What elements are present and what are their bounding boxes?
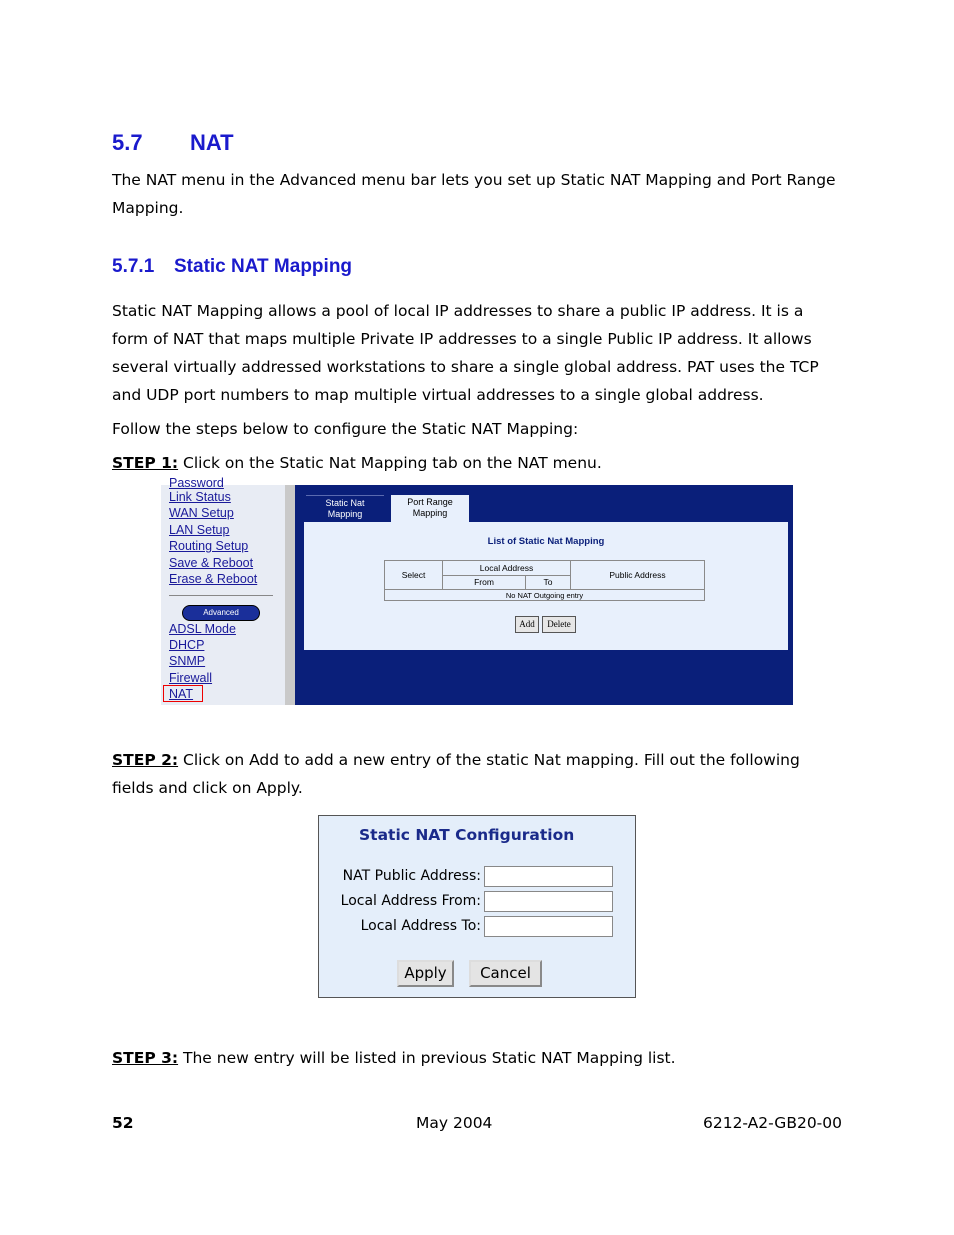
config-title: Static NAT Configuration [359,826,575,844]
sidebar-item-adsl-mode[interactable]: ADSL Mode [169,622,236,636]
tab-port-range-mapping-label: Port Range Mapping [407,497,453,518]
col-local-address: Local Address [443,561,571,576]
sidebar-menu [161,476,285,705]
empty-row: No NAT Outgoing entry [385,590,705,601]
sidebar-item-link-status[interactable]: Link Status [169,490,231,504]
sidebar-item-snmp[interactable]: SNMP [169,654,206,668]
page-number: 52 [112,1114,134,1132]
subsection-title: Static NAT Mapping [174,256,353,277]
intro-paragraph: The NAT menu in the Advanced menu bar lets you set up Static NAT Mapping and Port Range Mapping. [112,171,836,217]
tab-static-nat-mapping-label: Static Nat Mapping [325,498,365,519]
sidebar-item-nat[interactable]: NAT [169,687,194,701]
col-from: From [443,575,526,590]
description-paragraph: Static NAT Mapping allows a pool of local IP addresses to share a public IP address. It is a form of NAT that maps multiple Private IP addresses to a single Public IP address. It allows several virtually addressed workstations to share a single global address. PAT uses the TCP and UDP port numbers to map multiple virtual addresses to a single global address. [112,302,819,404]
instructions-paragraph: Follow the steps below to configure the Static NAT Mapping: [112,420,579,438]
sidebar-item-save-reboot[interactable]: Save & Reboot [169,556,254,570]
step-2 [112,746,844,802]
sidebar-item-firewall[interactable]: Firewall [169,671,213,685]
local-address-to-label: Local Address To: [360,918,481,934]
mapping-table [384,560,705,601]
cancel-button[interactable]: Cancel [469,960,542,987]
nat-public-address-input[interactable] [484,866,613,887]
sidebar-item-routing-setup[interactable]: Routing Setup [169,539,249,553]
apply-button[interactable]: Apply [397,960,454,987]
step-3-label: STEP 3: [112,1049,179,1067]
footer-date: May 2004 [416,1114,493,1132]
col-select: Select [385,561,443,590]
subsection-heading [112,256,352,278]
step-2-label: STEP 2: [112,751,179,769]
sidebar-item-dhcp[interactable]: DHCP [169,638,205,652]
nat-highlight-box [163,685,203,702]
sidebar-item-wan-setup[interactable]: WAN Setup [169,506,234,520]
section-heading [112,130,234,156]
sidebar-scrollbar[interactable] [285,485,295,705]
tab-static-nat-mapping[interactable] [306,495,384,523]
mapping-list-panel [304,522,788,650]
local-address-from-input[interactable] [484,891,613,912]
col-public-address: Public Address [571,561,705,590]
step-1 [112,449,844,477]
step-1-label: STEP 1: [112,454,179,472]
add-button[interactable]: Add [515,616,539,633]
tab-port-range-mapping[interactable] [391,495,469,522]
sidebar-item-erase-reboot[interactable]: Erase & Reboot [169,572,258,586]
static-nat-configuration-screenshot [318,815,636,998]
section-title: NAT [190,130,234,155]
step-1-text: Click on the Static Nat Mapping tab on the NAT menu. [178,454,602,472]
nat-public-address-label: NAT Public Address: [342,868,481,884]
static-nat-mapping-screenshot [161,476,793,705]
section-number: 5.7 [112,130,143,155]
subsection-number: 5.7.1 [112,256,155,277]
col-to: To [526,575,571,590]
local-address-to-input[interactable] [484,916,613,937]
step-2-text: Click on Add to add a new entry of the static Nat mapping. Fill out the following fields and click on Apply. [112,751,800,797]
step-3-text: The new entry will be listed in previous Static NAT Mapping list. [178,1049,676,1067]
sidebar-item-password[interactable]: Password [169,476,224,490]
step-3 [112,1044,844,1072]
advanced-button[interactable]: Advanced [182,605,260,621]
delete-button[interactable]: Delete [542,616,576,633]
document-id: 6212-A2-GB20-00 [702,1114,842,1132]
list-title: List of Static Nat Mapping [487,536,605,547]
sidebar-divider [169,595,273,596]
local-address-from-label: Local Address From: [340,893,481,909]
sidebar-item-lan-setup[interactable]: LAN Setup [169,523,230,537]
